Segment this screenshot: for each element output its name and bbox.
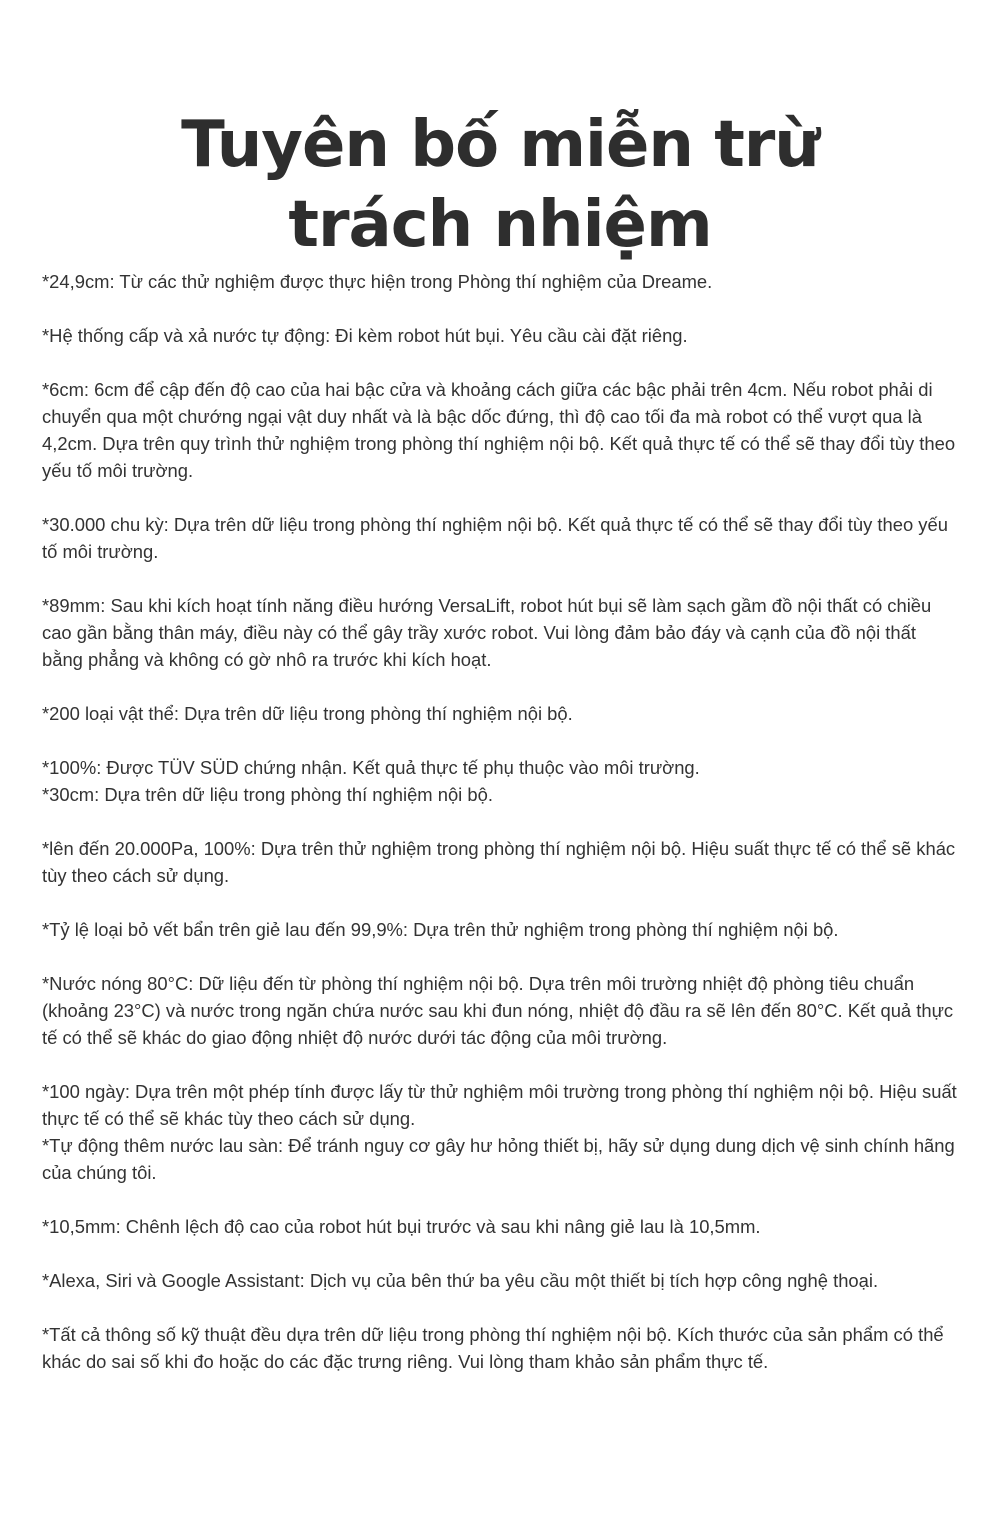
disclaimer-item: *Nước nóng 80°C: Dữ liệu đến từ phòng thí nghiệm nội bộ. Dựa trên môi trường nhiệt độ phòng tiêu chuẩn (khoảng 23°C) và nước trong ngăn chứa nước sau khi đun nóng, nhiệt độ đầu ra sẽ lên đến 80°C. Kết quả thực tế có thể sẽ khác do giao động nhiệt độ nước dưới tác động của môi trường. xyxy=(42,973,954,1048)
disclaimer-item: *30cm: Dựa trên dữ liệu trong phòng thí nghiệm nội bộ. xyxy=(42,784,493,805)
disclaimer-item: *200 loại vật thể: Dựa trên dữ liệu trong phòng thí nghiệm nội bộ. xyxy=(42,703,573,724)
disclaimer-item: *lên đến 20.000Pa, 100%: Dựa trên thử nghiệm trong phòng thí nghiệm nội bộ. Hiệu suất thực tế có thể sẽ khác tùy theo cách sử dụng. xyxy=(42,838,956,886)
disclaimer-item: *Tỷ lệ loại bỏ vết bẩn trên giẻ lau đến 99,9%: Dựa trên thử nghiệm trong phòng thí nghiệm nội bộ. xyxy=(42,919,839,940)
disclaimer-item: *Alexa, Siri và Google Assistant: Dịch vụ của bên thứ ba yêu cầu một thiết bị tích hợp công nghệ thoại. xyxy=(42,1270,879,1291)
disclaimer-item: *24,9cm: Từ các thử nghiệm được thực hiện trong Phòng thí nghiệm của Dreame. xyxy=(42,271,713,292)
disclaimer-list xyxy=(42,268,958,1375)
page-title-line-2: trách nhiệm xyxy=(288,187,712,262)
disclaimer-item: *30.000 chu kỳ: Dựa trên dữ liệu trong phòng thí nghiệm nội bộ. Kết quả thực tế có thể sẽ thay đổi tùy theo yếu tố môi trường. xyxy=(42,514,948,562)
disclaimer-item: *Tự động thêm nước lau sàn: Để tránh nguy cơ gây hư hỏng thiết bị, hãy sử dụng dung dịch vệ sinh chính hãng của chúng tôi. xyxy=(42,1135,955,1183)
disclaimer-item: *100 ngày: Dựa trên một phép tính được lấy từ thử nghiệm môi trường trong phòng thí nghiệm nội bộ. Hiệu suất thực tế có thể sẽ khác tùy theo cách sử dụng. xyxy=(42,1081,957,1129)
disclaimer-item: *10,5mm: Chênh lệch độ cao của robot hút bụi trước và sau khi nâng giẻ lau là 10,5mm. xyxy=(42,1216,761,1237)
disclaimer-item: *100%: Được TÜV SÜD chứng nhận. Kết quả thực tế phụ thuộc vào môi trường. xyxy=(42,757,700,778)
page-title-line-1: Tuyên bố miễn trừ xyxy=(181,107,819,182)
disclaimer-item: *Tất cả thông số kỹ thuật đều dựa trên dữ liệu trong phòng thí nghiệm nội bộ. Kích thước của sản phẩm có thể khác do sai số khi đo hoặc do các đặc trưng riêng. Vui lòng tham khảo sản phẩm thực tế. xyxy=(42,1324,944,1372)
page-title xyxy=(0,105,1000,265)
disclaimer-item: *6cm: 6cm để cập đến độ cao của hai bậc cửa và khoảng cách giữa các bậc phải trên 4cm. Nếu robot phải di chuyển qua một chướng ngại vật duy nhất và là bậc dốc đứng, thì độ cao tối đa mà robot có thể vượt qua là 4,2cm. Dựa trên quy trình thử nghiệm trong phòng thí nghiệm nội bộ. Kết quả thực tế có thể sẽ thay đổi tùy theo yếu tố môi trường. xyxy=(42,379,956,481)
disclaimer-item: *Hệ thống cấp và xả nước tự động: Đi kèm robot hút bụi. Yêu cầu cài đặt riêng. xyxy=(42,325,688,346)
disclaimer-item: *89mm: Sau khi kích hoạt tính năng điều hướng VersaLift, robot hút bụi sẽ làm sạch gầm đồ nội thất có chiều cao gần bằng thân máy, điều này có thể gây trầy xước robot. Vui lòng đảm bảo đáy và cạnh của đồ nội thất bằng phẳng và không có gờ nhô ra trước khi kích hoạt. xyxy=(42,595,932,670)
